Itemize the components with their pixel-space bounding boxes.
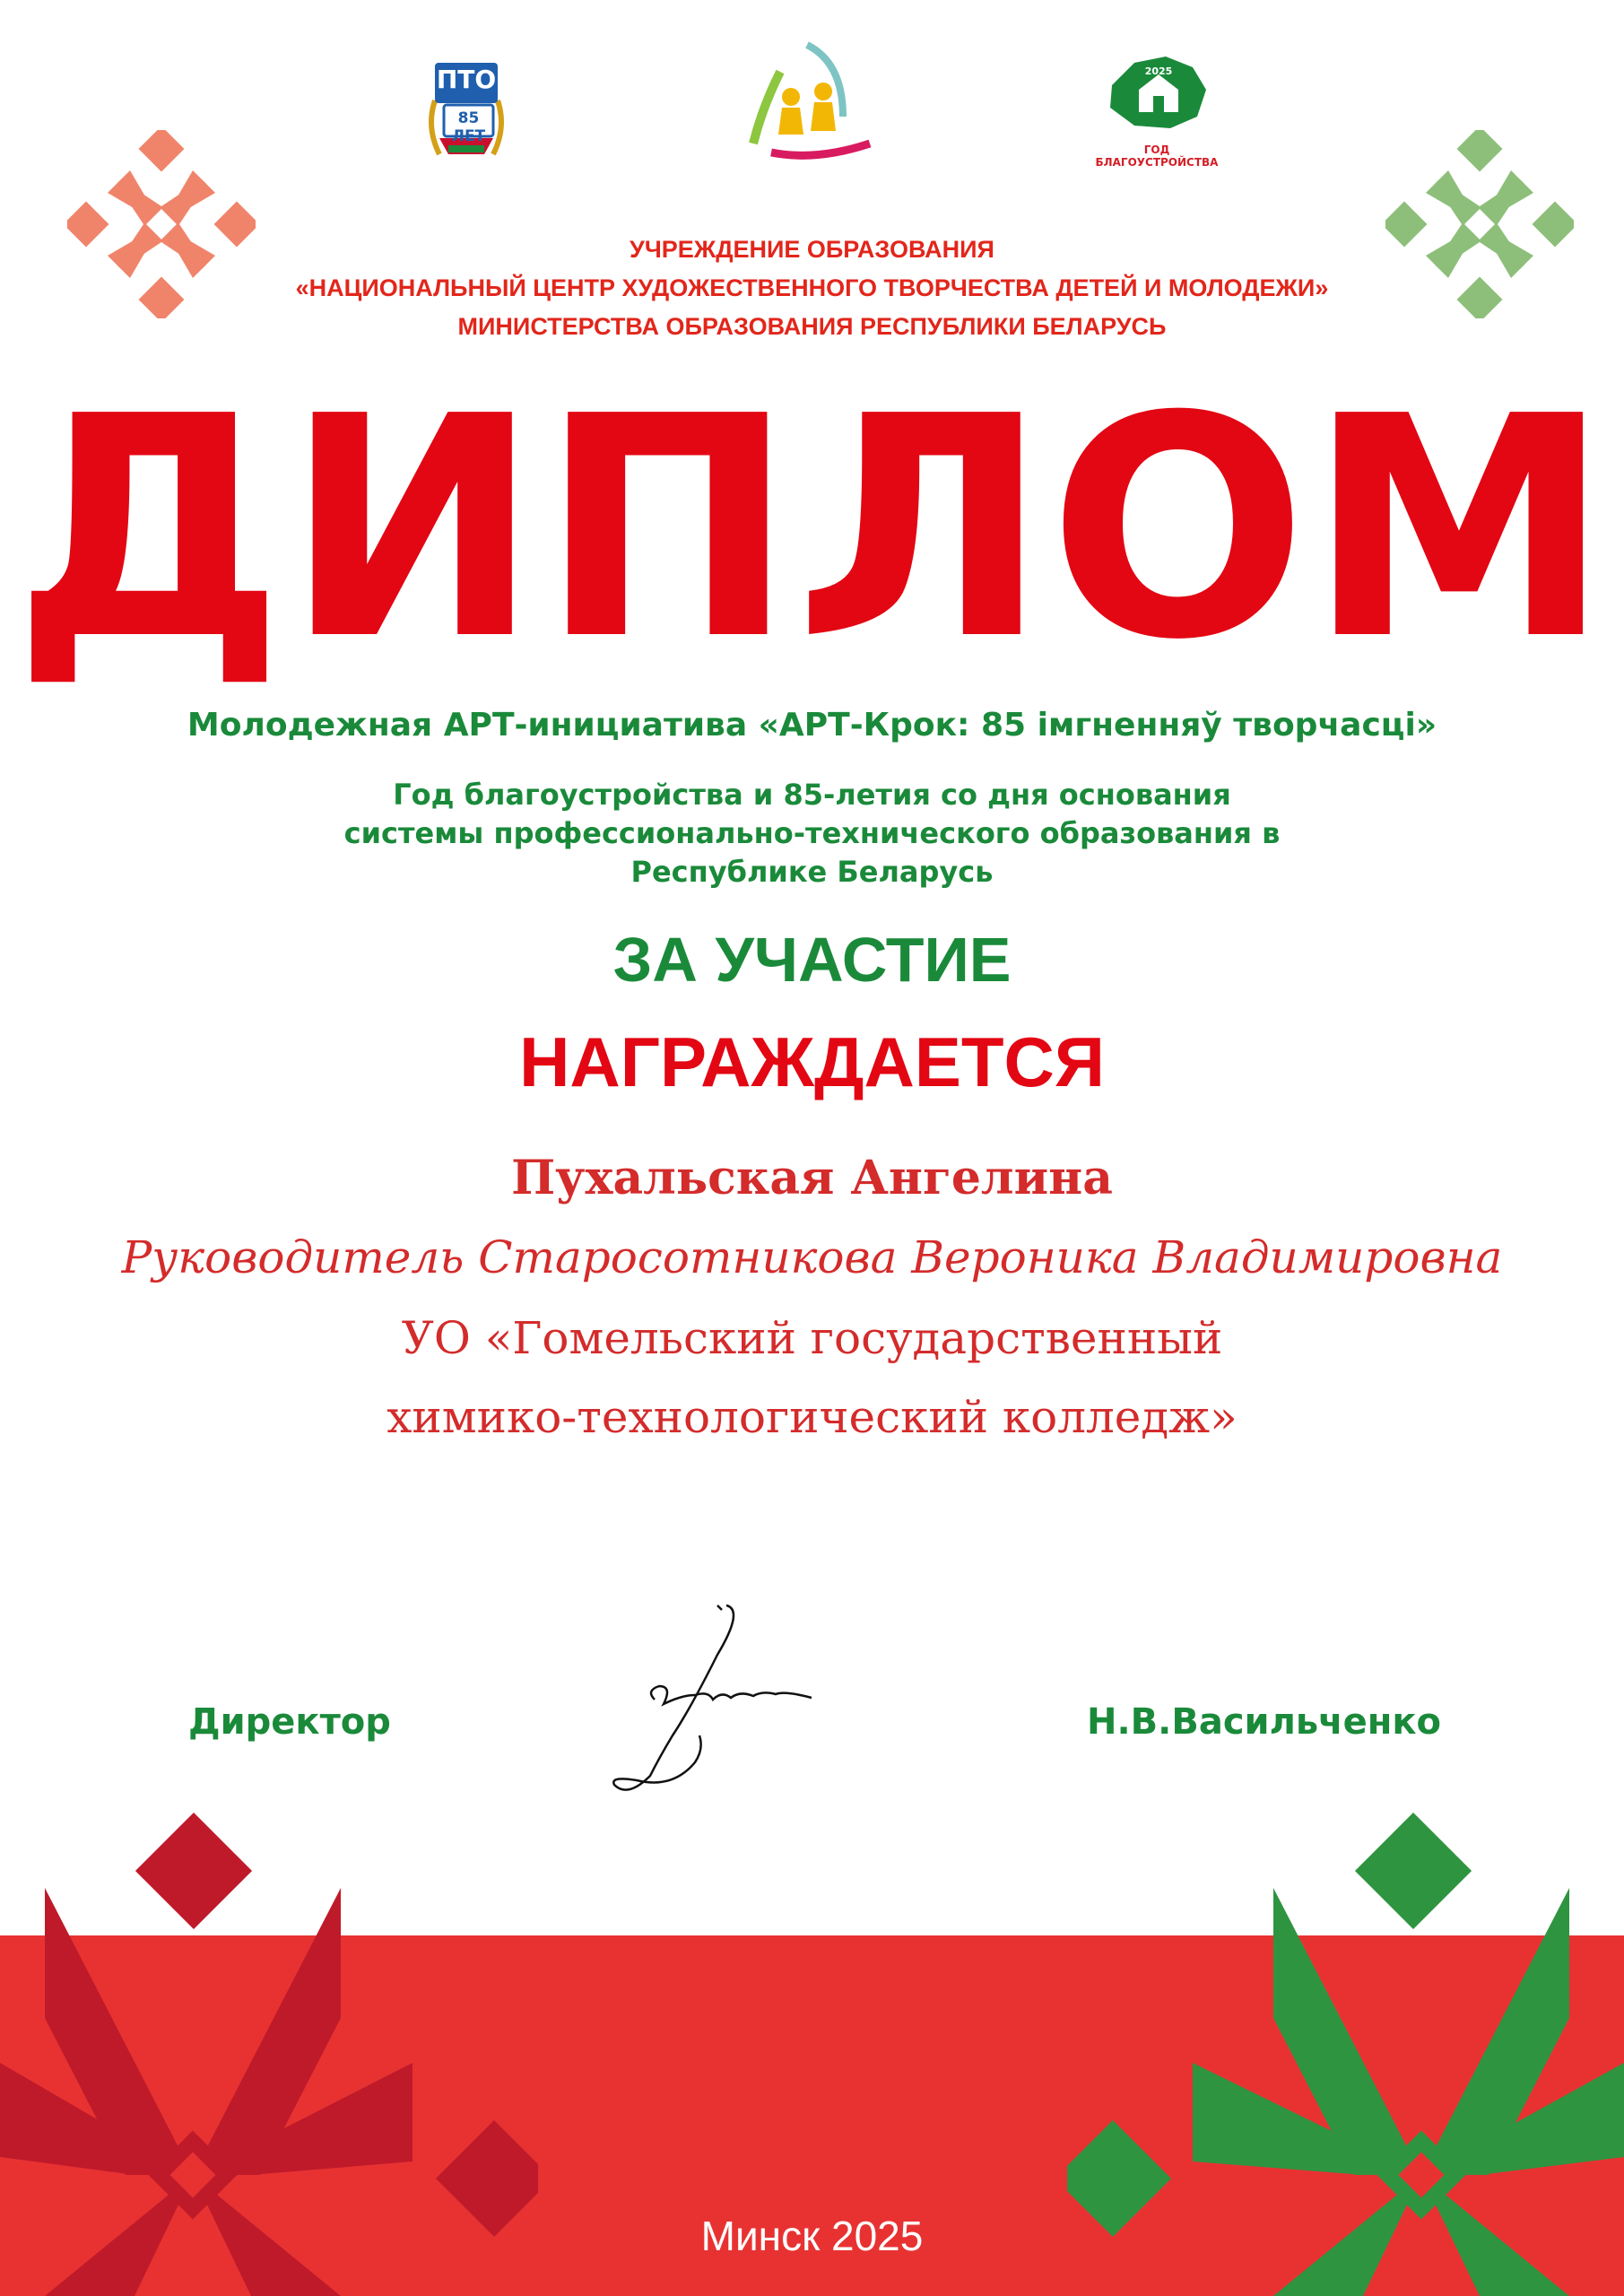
- institution-line-1: УО «Гомельский государственный: [401, 1312, 1223, 1364]
- awarded-label: НАГРАЖДАЕТСЯ: [519, 1022, 1105, 1101]
- belarus-map-house-icon: [1094, 49, 1220, 135]
- initiative-name: Молодежная АРТ-инициатива «АРТ-Крок: 85 імгненняў творчасці»: [187, 707, 1437, 744]
- document-title: ДИПЛОМ: [13, 352, 1611, 707]
- award-reason: ЗА УЧАСТИЕ: [612, 925, 1012, 995]
- organization-line-3: МИНИСТЕРСТВА ОБРАЗОВАНИЯ РЕСПУБЛИКИ БЕЛАРУСЬ: [457, 313, 1167, 340]
- supervisor-line: Руководитель Старосотникова Вероника Владимировна: [121, 1231, 1503, 1283]
- children-center-logo-icon: [744, 36, 879, 161]
- pto-logo-years: 85 ЛЕТ: [451, 109, 486, 145]
- pto-logo-text: ПТО: [436, 65, 497, 94]
- place-and-year: Минск 2025: [700, 2213, 924, 2259]
- year-logo-year: 2025: [1144, 65, 1173, 77]
- year-dedication-line-2: системы профессионально-технического образования в: [343, 816, 1281, 850]
- year-dedication-line-3: Республике Беларусь: [630, 855, 994, 889]
- organization-line-1: УЧРЕЖДЕНИЕ ОБРАЗОВАНИЯ: [630, 236, 994, 263]
- year-of-improvement-logo: [1094, 49, 1220, 169]
- signatory-position: Директор: [188, 1701, 391, 1743]
- signatory-name: Н.В.Васильченко: [1087, 1701, 1442, 1743]
- organization-line-2: «НАЦИОНАЛЬНЫЙ ЦЕНТР ХУДОЖЕСТВЕННОГО ТВОРЧЕСТВА ДЕТЕЙ И МОЛОДЕЖИ»: [295, 274, 1329, 301]
- pto-85-logo: [421, 56, 511, 168]
- recipient-name: Пухальская Ангелина: [511, 1151, 1113, 1205]
- institution-line-2: химико-технологический колледж»: [386, 1391, 1238, 1443]
- year-logo-caption: ГОД БЛАГОУСТРОЙСТВА: [1095, 144, 1219, 169]
- handwritten-signature-icon: [610, 1601, 816, 1812]
- year-dedication-line-1: Год благоустройства и 85-летия со дня основания: [393, 778, 1231, 812]
